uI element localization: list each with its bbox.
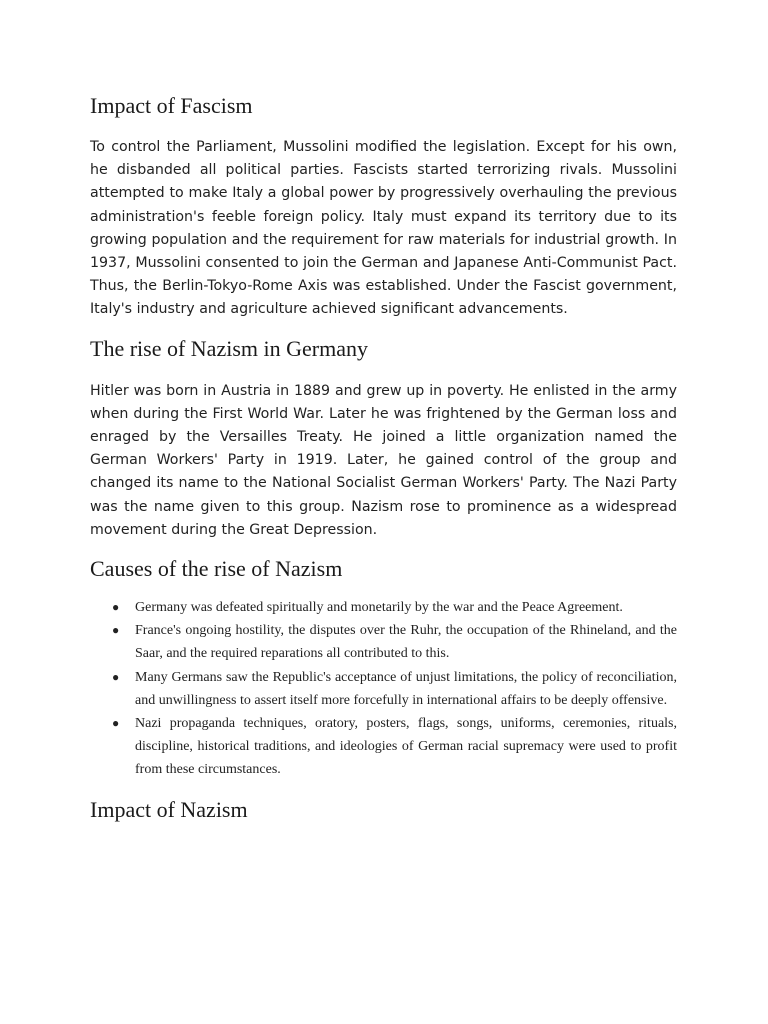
list-item-text: Germany was defeated spiritually and monetarily by the war and the Peace Agreement. — [135, 600, 623, 616]
heading-causes-of-nazism: Causes of the rise of Nazism — [90, 556, 343, 582]
paragraph-impact-of-fascism: To control the Parliament, Mussolini modified the legislation. Except for his own, he disbanded all political parties. Fascists started terrorizing rivals. Mussolini attempted to make Italy a global power by progressively overhauling the previous administration's feeble foreign policy. Italy must expand its territory due to its growing population and the requirement for raw materials for industrial growth. In 1937, Mussolini consented to join the German and Japanese Anti-Communist Pact. Thus, the Berlin-Tokyo-Rome Axis was established. Under the Fascist government, Italy's industry and agriculture achieved significant advancements. — [90, 139, 677, 318]
heading-impact-of-nazism: Impact of Nazism — [90, 796, 248, 822]
bullet-icon: ● — [112, 669, 120, 684]
list-item-text: Nazi propaganda techniques, oratory, posters, flags, songs, uniforms, ceremonies, rituals, discipline, historical traditions, and ideologies of German racial supremacy were used to profit from these circumstances. — [135, 716, 677, 778]
bullet-icon: ● — [112, 623, 120, 638]
heading-impact-of-fascism: Impact of Fascism — [90, 93, 253, 118]
list-item-text: Many Germans saw the Republic's acceptance of unjust limitations, the policy of reconciliation, and unwillingness to assert itself more forcefully in international affairs to be deeply offensive. — [135, 669, 677, 708]
paragraph-rise-of-nazism: Hitler was born in Austria in 1889 and grew up in poverty. He enlisted in the army when during the First World War. Later he was frightened by the German loss and enraged by the Versailles Treaty. He joined a little organization named the German Workers' Party in 1919. Later, he gained control of the group and changed its name to the National Socialist German Workers' Party. The Nazi Party was the name given to this group. Nazism rose to prominence as a widespread movement during the Great Depression. — [90, 382, 677, 538]
list-item — [90, 666, 677, 712]
causes-list — [90, 596, 677, 782]
list-item — [90, 619, 677, 665]
bullet-icon: ● — [112, 716, 120, 731]
list-item — [90, 712, 677, 782]
bullet-icon: ● — [112, 600, 120, 615]
list-item — [90, 596, 677, 619]
document-page — [90, 92, 677, 824]
list-item-text: France's ongoing hostility, the disputes over the Ruhr, the occupation of the Rhineland, and the Saar, and the required reparations all contributed to this. — [135, 623, 677, 662]
heading-rise-of-nazism: The rise of Nazism in Germany — [90, 335, 368, 361]
